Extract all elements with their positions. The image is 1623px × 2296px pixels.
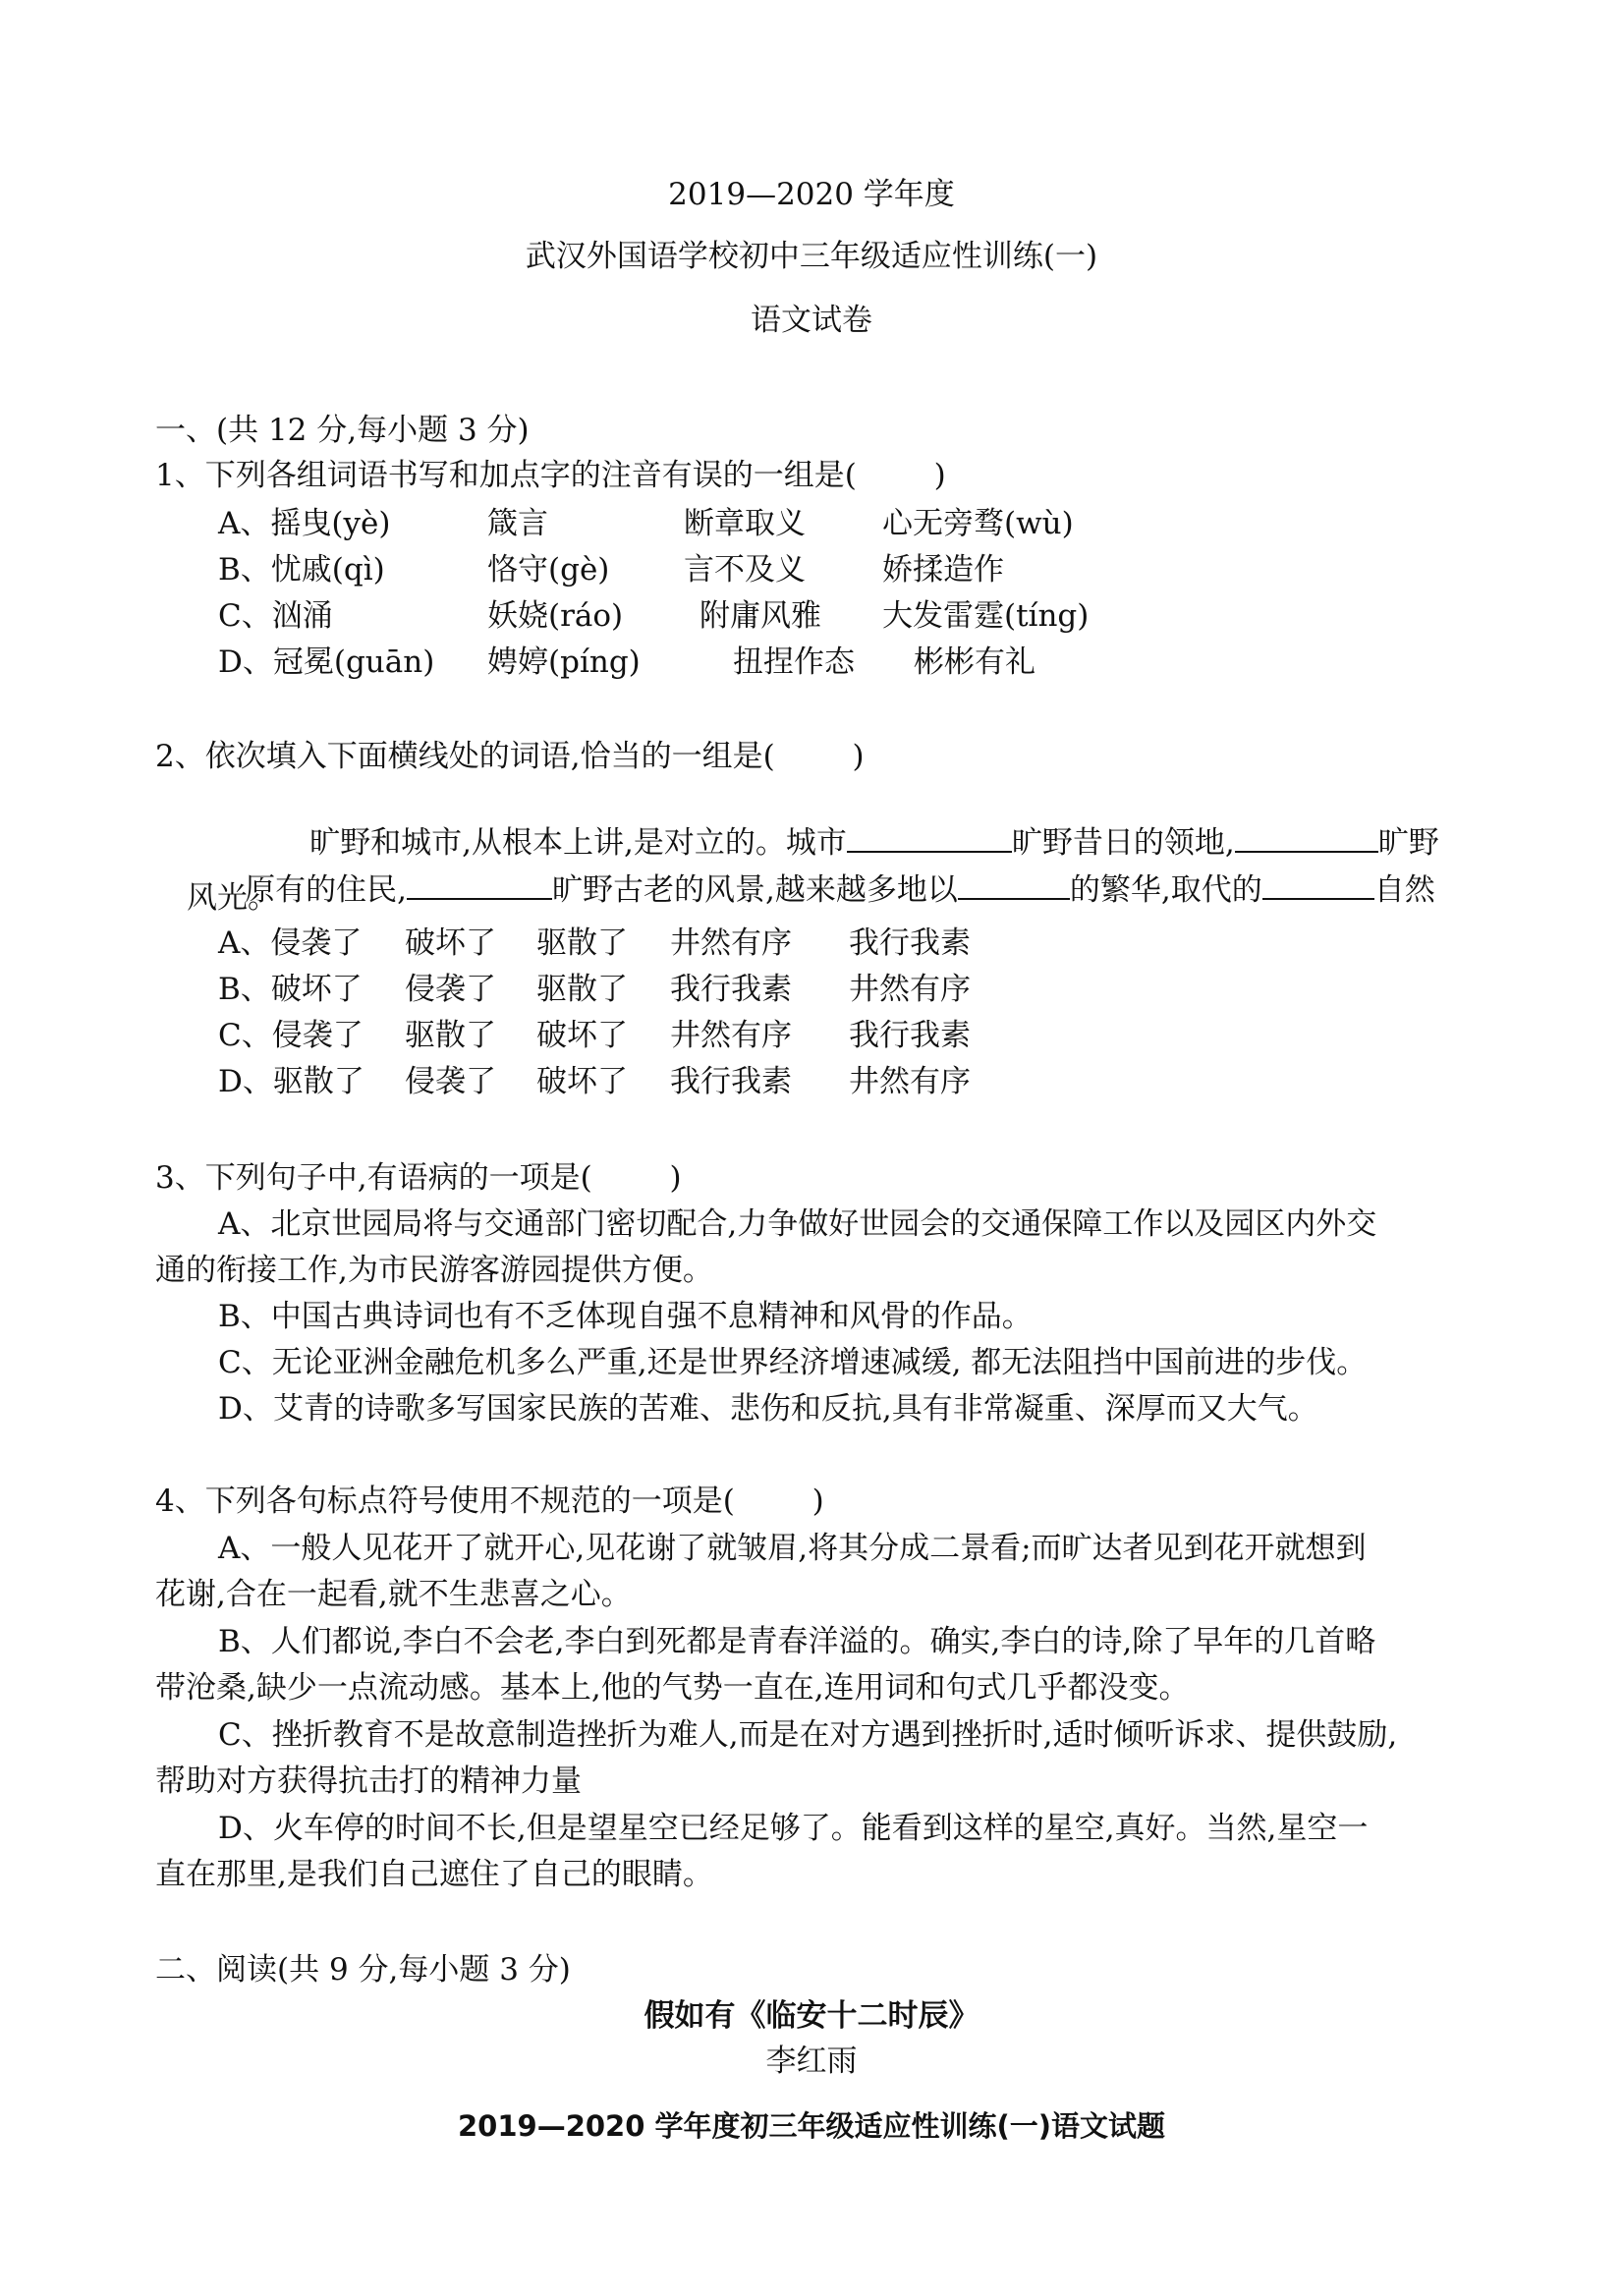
- q4-option-b-cont: 带沧桑,缺少一点流动感。基本上,他的气势一直在,连用词和句式几乎都没变。: [155, 1670, 1190, 1706]
- q2-option-a-4: 井然有序: [670, 925, 792, 961]
- question-2-stem: 2、依次填入下面横线处的词语,恰当的一组是( ): [155, 739, 865, 774]
- q2-option-a-3: 驱散了: [536, 925, 628, 961]
- exam-school-title: 武汉外国语学校初中三年级适应性训练(一): [525, 239, 1098, 274]
- q2-option-a-2: 破坏了: [405, 925, 496, 961]
- q2-option-c-4: 井然有序: [670, 1018, 792, 1053]
- q4-option-d-cont: 直在那里,是我们自己遮住了自己的眼睛。: [155, 1857, 713, 1892]
- q3-option-c: C、无论亚洲金融危机多么严重,还是世界经济增速减缓, 都无法阻挡中国前进的步伐。: [218, 1345, 1368, 1380]
- q2-option-c-3: 破坏了: [536, 1018, 628, 1053]
- question-4-stem: 4、下列各句标点符号使用不规范的一项是( ): [155, 1484, 824, 1519]
- q1-option-c-1: C、汹涌: [218, 598, 333, 634]
- q2-option-a-1: A、侵袭了: [218, 925, 363, 961]
- q2-option-a-5: 我行我素: [849, 925, 971, 961]
- q2-passage-text: 旷野昔日的领地,: [1011, 825, 1235, 861]
- q3-option-a: A、北京世园局将与交通部门密切配合,力争做好世园会的交通保障工作以及园区内外交: [218, 1206, 1377, 1242]
- q4-option-a: A、一般人见花开了就开心,见花谢了就皱眉,将其分成二景看;而旷达者见到花开就想到: [218, 1531, 1367, 1566]
- q4-option-a-cont: 花谢,合在一起看,就不生悲喜之心。: [155, 1577, 632, 1612]
- q2-passage-text: 旷野和城市,从根本上讲,是对立的。城市: [309, 825, 847, 861]
- q2-option-d-4: 我行我素: [670, 1064, 792, 1099]
- q2-option-b-2: 侵袭了: [405, 972, 496, 1007]
- q1-option-a-4: 心无旁骛(wù): [882, 506, 1074, 541]
- section-2-title: 二、阅读(共 9 分,每小题 3 分): [155, 1952, 571, 1988]
- q2-passage-text: 原有的住民,: [245, 872, 407, 908]
- q2-option-c-5: 我行我素: [849, 1018, 971, 1053]
- q2-option-c-1: C、侵袭了: [218, 1018, 364, 1053]
- q2-passage-text: 旷野古老的风景,越来越多地以: [551, 872, 958, 908]
- q2-passage-text: 自然: [1373, 872, 1435, 908]
- q2-option-b-5: 井然有序: [849, 972, 971, 1007]
- q3-option-d: D、艾青的诗歌多写国家民族的苦难、悲伤和反抗,具有非常凝重、深厚而又大气。: [218, 1391, 1318, 1427]
- question-3-stem: 3、下列句子中,有语病的一项是( ): [155, 1160, 682, 1196]
- q4-option-c: C、挫折教育不是故意制造挫折为难人,而是在对方遇到挫折时,适时倾听诉求、提供鼓励,: [218, 1717, 1398, 1753]
- q4-option-d: D、火车停的时间不长,但是望星空已经足够了。能看到这样的星空,真好。当然,星空一: [218, 1811, 1369, 1846]
- question-1-stem: 1、下列各组词语书写和加点字的注音有误的一组是( ): [155, 458, 946, 493]
- q1-option-d-3: 扭捏作态: [733, 644, 855, 680]
- q2-passage-text: 的繁华,取代的: [1069, 872, 1262, 908]
- fill-blank-3[interactable]: [407, 872, 552, 900]
- q2-option-d-3: 破坏了: [536, 1064, 628, 1099]
- q1-option-d-4: 彬彬有礼: [914, 644, 1035, 680]
- q1-option-c-3: 附庸风雅: [700, 598, 821, 634]
- page-footer: 2019—2020 学年度初三年级适应性训练(一)语文试题: [457, 2109, 1166, 2143]
- q2-option-d-1: D、驱散了: [218, 1064, 364, 1099]
- q2-option-d-2: 侵袭了: [405, 1064, 496, 1099]
- q2-option-b-3: 驱散了: [536, 972, 628, 1007]
- q4-option-b: B、人们都说,李白不会老,李白到死都是青春洋溢的。确实,李白的诗,除了早年的几首略: [218, 1624, 1376, 1659]
- fill-blank-5[interactable]: [1262, 872, 1374, 900]
- exam-subject: 语文试卷: [751, 303, 872, 338]
- q1-option-a-1: A、摇曳(yè): [218, 506, 391, 541]
- fill-blank-4[interactable]: [958, 872, 1070, 900]
- section-1-title: 一、(共 12 分,每小题 3 分): [155, 413, 530, 448]
- q2-option-b-1: B、破坏了: [218, 972, 363, 1007]
- q1-option-b-3: 言不及义: [684, 552, 806, 588]
- q1-option-a-2: 箴言: [487, 506, 548, 541]
- q3-option-a-cont: 通的衔接工作,为市民游客游园提供方便。: [155, 1253, 713, 1288]
- q2-passage-line-3: 风光。: [187, 880, 278, 916]
- q2-passage-text: 旷野: [1377, 825, 1439, 861]
- article-title: 假如有《临安十二时辰》: [644, 1998, 979, 2034]
- q1-option-a-3: 断章取义: [684, 506, 806, 541]
- q2-passage-line-2: [187, 831, 1435, 949]
- exam-year: 2019—2020 学年度: [668, 177, 955, 212]
- q2-option-c-2: 驱散了: [405, 1018, 496, 1053]
- q1-option-c-4: 大发雷霆(tíng): [882, 598, 1090, 634]
- q1-option-d-2: 娉婷(píng): [487, 644, 641, 680]
- q1-option-d-1: D、冠冕(guān): [218, 644, 435, 680]
- q2-option-d-5: 井然有序: [849, 1064, 971, 1099]
- q3-option-b: B、中国古典诗词也有不乏体现自强不息精神和风骨的作品。: [218, 1299, 1033, 1334]
- q1-option-b-1: B、忧戚(qì): [218, 552, 385, 588]
- q1-option-b-4: 娇揉造作: [882, 552, 1004, 588]
- q2-option-b-4: 我行我素: [670, 972, 792, 1007]
- q4-option-c-cont: 帮助对方获得抗击打的精神力量: [155, 1764, 582, 1799]
- q1-option-c-2: 妖娆(ráo): [487, 598, 624, 634]
- q1-option-b-2: 恪守(gè): [487, 552, 610, 588]
- article-author: 李红雨: [765, 2044, 858, 2079]
